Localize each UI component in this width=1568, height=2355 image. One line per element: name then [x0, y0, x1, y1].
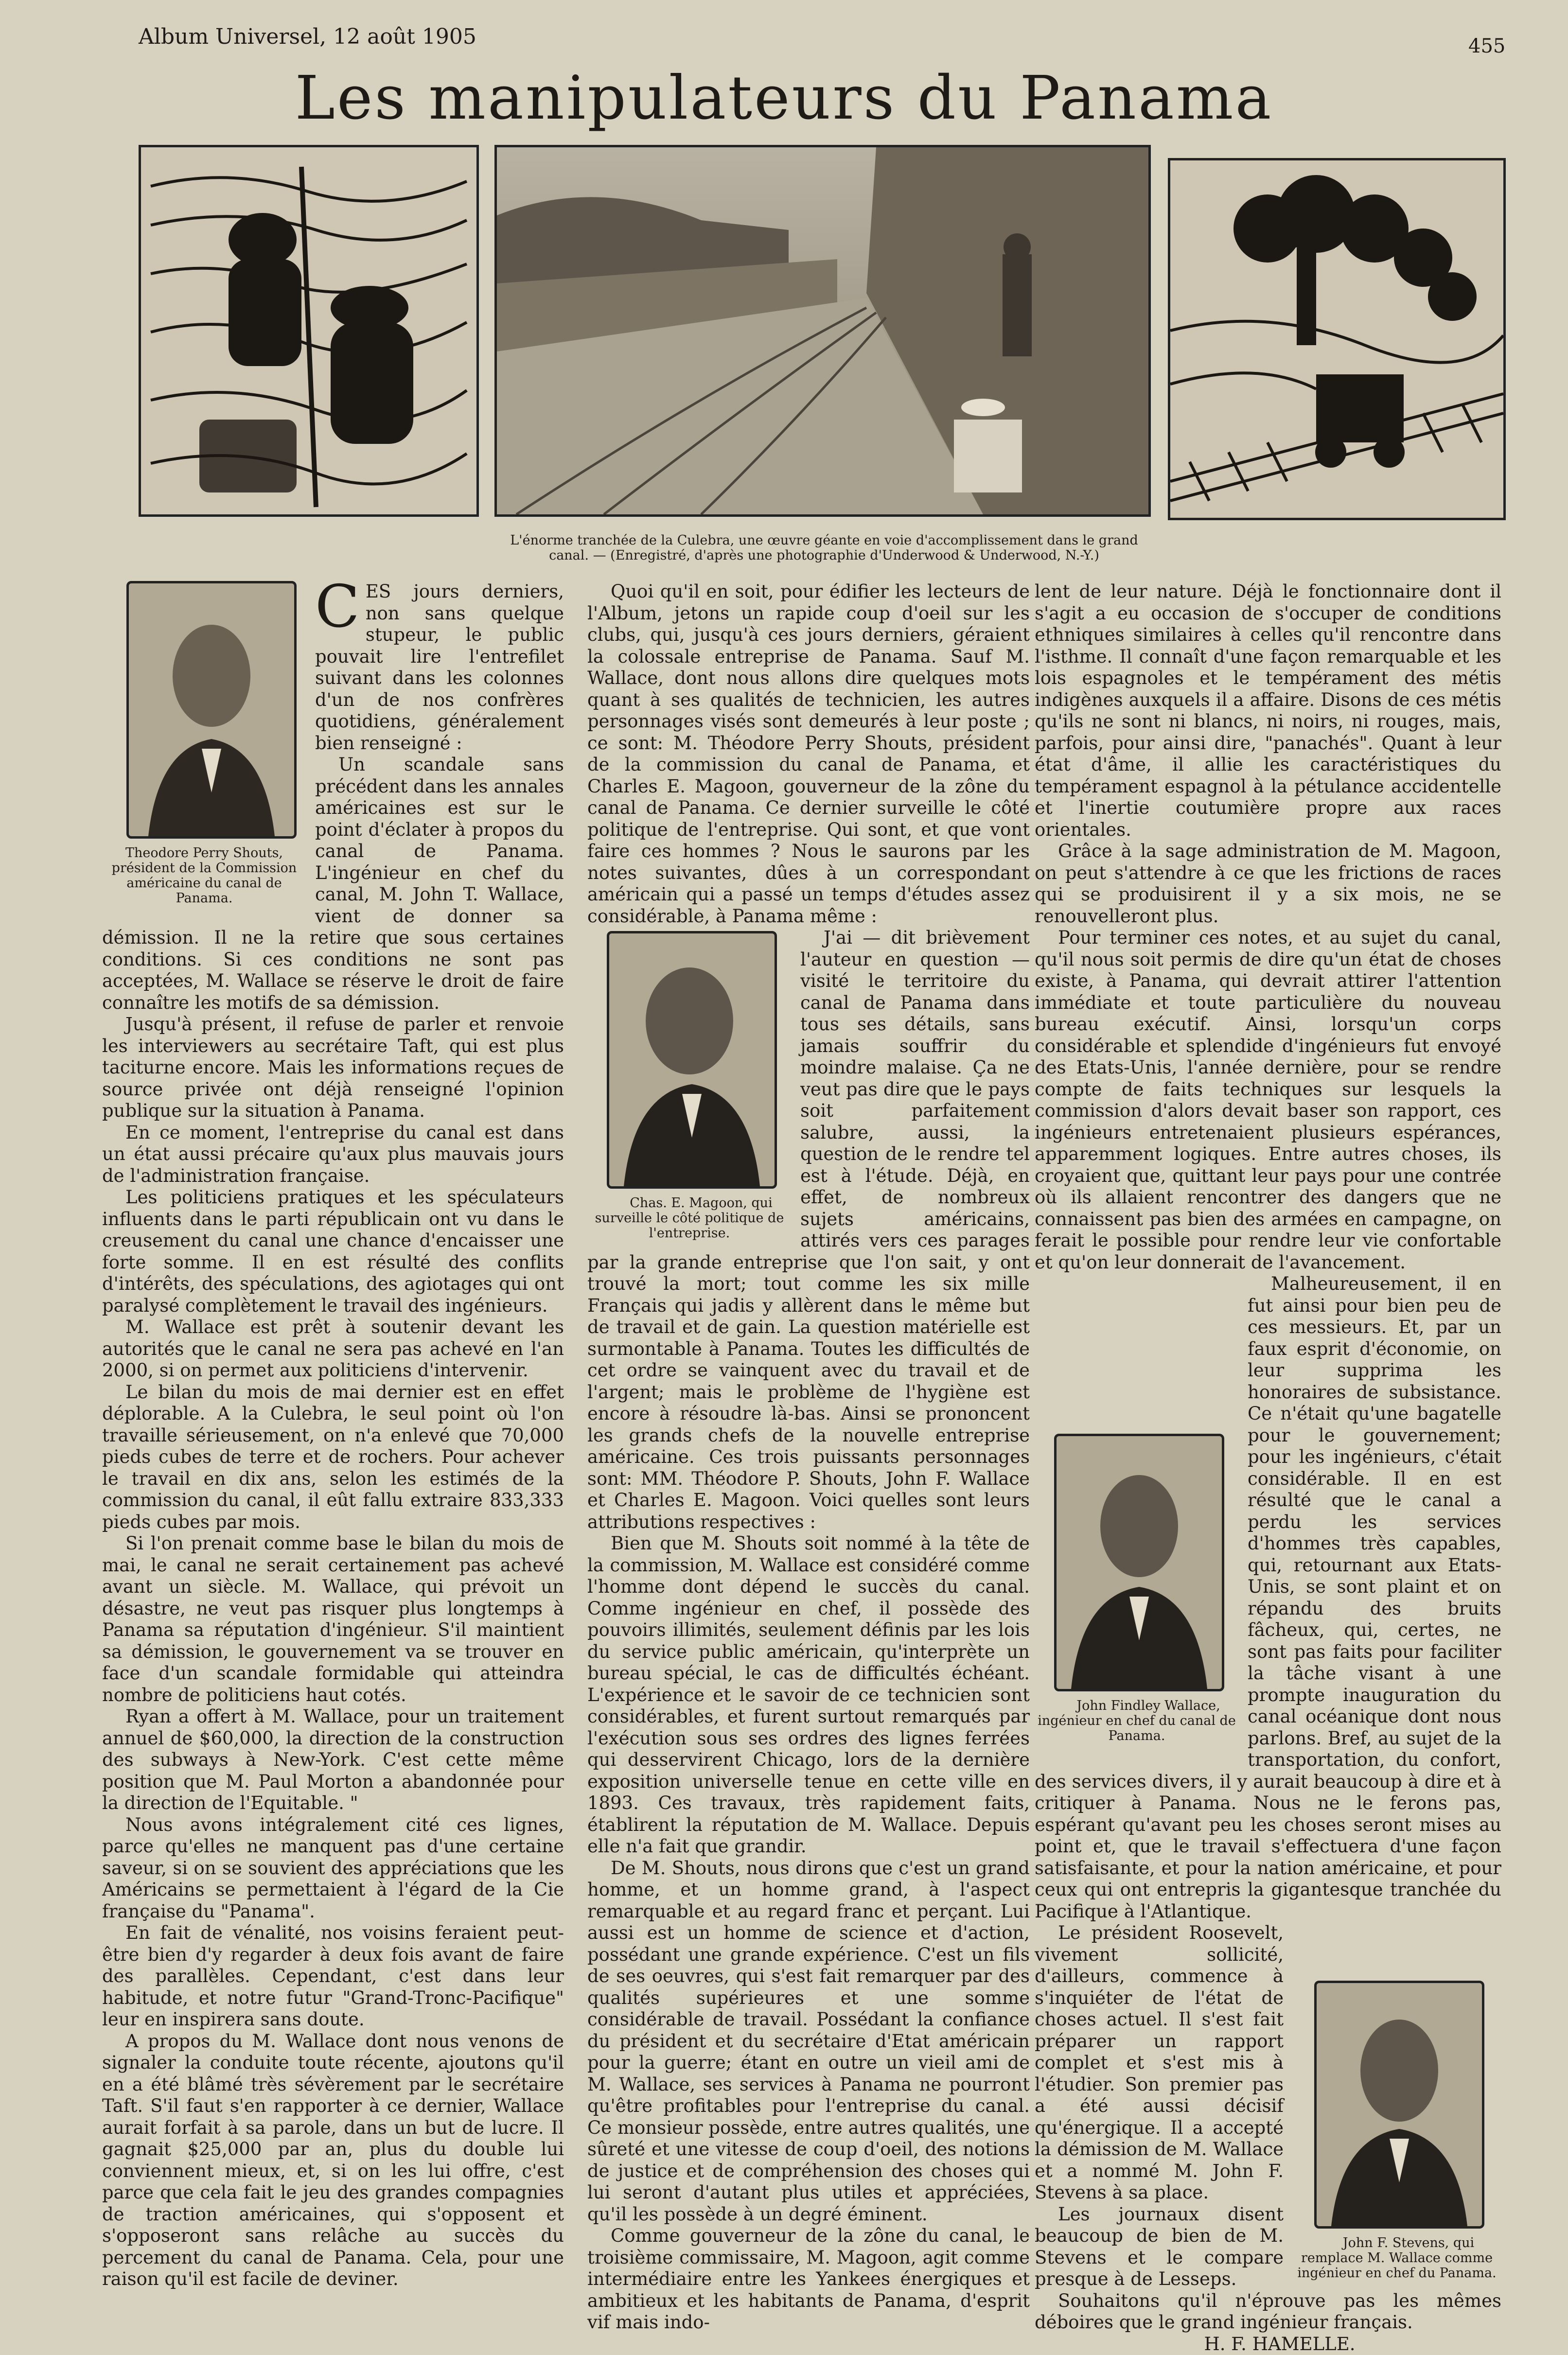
- article-paragraph: Pour terminer ces notes, et au sujet du canal, qu'il nous soit permis de dire qu'un état de choses existe, à Panama, qui devrait attirer l'attention immédiate et toute particulière du nouveau bureau exécutif. Ainsi, lorsqu'un corps considérable et splendide d'ingénieurs fut envoyé des Etats-Unis, l'année dernière, pour se rendre compte de faits techniques sur lesquels la commission d'alors devait baser son rapport, ces ingénieurs entretenaient plusieurs espérances, apparemment logiques. Entre autres choses, ils croyaient que, quittant leur pays pour une contrée où ils allaient rencontrer des dangers que ne connaissent pas bien des armées en campagne, on ferait le possible pour rendre leur vie confortable et qu'on leur donnerait de l'avancement.: [1035, 927, 1501, 1273]
- left-woodcut-illustration: [139, 145, 479, 517]
- article-paragraph: John Findley Wallace, ingénieur en chef du canal de Panama. Malheureusement, il en fut ainsi pour bien peu de ces messieurs. Et, par un faux esprit d'économie, on leur supprima les honoraires de subsistance. Ce n'était qu'une bagatelle pour le gouvernement; pour les ingénieurs, c'était considérable. Il en est résulté que le canal a perdu les services d'hommes très capables, qui, retournant aux Etats-Unis, se sont plaint et on répandu des bruits fâcheux, qui, certes, ne sont pas faits pour faciliter la tâche visant à une prompte inauguration du canal océanique dont nous parlons. Bref, au sujet de la transportation, du confort, des services divers, il y aurait beaucoup à dire et à critiquer à Panama. Nous ne le ferons pas, espérant qu'avant peu les choses seront mises au point et, que le travail s'effectuera d'une façon satisfaisante, et pour la nation américaine, et pour ceux qui ont entrepris la gigantesque tranchée du Pacifique à l'Atlantique.: [1035, 1273, 1501, 1922]
- top-figure-caption: L'énorme tranchée de la Culebra, une œuvre géante en voie d'accomplissement dans le grand canal. — (Enregistré, d'après une photographie d'Underwood & Underwood, N.-Y.): [506, 533, 1143, 563]
- article-paragraph: Grâce à la sage administration de M. Magoon, on peut s'attendre à ce que les frictions de races qui se produisirent il y a six mois, ne se renouvelleront plus.: [1035, 841, 1501, 927]
- article-title: Les manipulateurs du Panama: [0, 63, 1568, 133]
- article-paragraph: Si l'on prenait comme base le bilan du mois de mai, le canal ne serait certainement pas achevé avant un siècle. M. Wallace, qui prévoit un désastre, ne veut pas risquer plus longtemps à Panama sa réputation d'ingénieur. S'il maintient sa démission, le gouvernement va se trouver en face d'un scandale formidable qui atteindra nombre de politiciens haut cotés.: [102, 1533, 564, 1706]
- article-column-1: [102, 581, 564, 2290]
- article-paragraph: Jusqu'à présent, il refuse de parler et renvoie les interviewers au secrétaire Taft, qui est plus taciturne encore. Mais les informations reçues de source privée ont déjà renseigné l'opinion publique sur la situation à Panama.: [102, 1014, 564, 1122]
- article-paragraph: John F. Stevens, qui remplace M. Wallace comme ingénieur en chef du Panama. Le président Roosevelt, vivement sollicité, d'ailleurs, commence à s'inquiéter de l'état de choses actuel. Il s'est fait préparer un rapport complet et s'est mis à l'étudier. Son premier pas a été aussi décisif qu'énergique. Il a accepté la démission de M. Wallace et a nommé M. John F. Stevens à sa place.: [1035, 1922, 1501, 2204]
- article-paragraph: Chas. E. Magoon, qui surveille le côté politique de l'entreprise. J'ai — dit brièvement l'auteur en question — visité le territoire du canal de Panama dans tous ses détails, sans jamais souffrir du moindre malaise. Ça ne veut pas dire que le pays soit parfaitement salubre, aussi, la question de le rendre tel est à l'étude. Déjà, en effet, de nombreux sujets américains, attirés vers ces parages par la grande entreprise que l'on sait, y ont trouvé la mort; tout comme les six mille Français qui jadis y allèrent dans le même but de travail et de gain. La question matérielle est surmontable à Panama. Toutes les difficultés de cet ordre se vainquent avec du travail et de l'argent; mais le problème de l'hygiène est encore à résoudre là-bas. Ainsi se prononcent les grands chefs de la nouvelle entreprise américaine. Ces trois puissants personnages sont: MM. Théodore P. Shouts, John F. Wallace et Charles E. Magoon. Voici quelles sont leurs attributions respectives :: [587, 927, 1030, 1533]
- running-header: Album Universel, 12 août 1905: [139, 24, 476, 49]
- article-paragraph: Souhaitons qu'il n'éprouve pas les mêmes déboires que le grand ingénieur français.: [1035, 2290, 1501, 2334]
- wallace-caption: John Findley Wallace, ingénieur en chef du canal de Panama.: [1035, 1698, 1239, 1743]
- right-woodcut-illustration: [1168, 158, 1506, 520]
- article-paragraph: Comme gouverneur de la zône du canal, le troisième commissaire, M. Magoon, agit comme intermédiaire entre les Yankees énergiques et ambitieux et les habitants de Panama, d'esprit vif mais indo-: [587, 2225, 1030, 2334]
- article-paragraph: Ryan a offert à M. Wallace, pour un traitement annuel de $60,000, la direction de la construction des subways à New-York. C'est cette même position que M. Paul Morton a abandonnée pour la direction de l'Equitable. ": [102, 1706, 564, 1814]
- article-paragraph: Bien que M. Shouts soit nommé à la tête de la commission, M. Wallace est considéré comme l'homme dont dépend le succès du canal. Comme ingénieur en chef, il possède des pouvoirs illimités, seulement définis par les lois du service public américain, qu'interprète un bureau spécial, le cas de difficultés échéant. L'expérience et le savoir de ce technicien sont considérables, et furent surtout remarqués par l'exécution sous ses ordres des lignes ferrées qui desservirent Chicago, lors de la dernière exposition universelle tenue en cette ville en 1893. Ces travaux, très rapidement faits, établirent la réputation de M. Wallace. Depuis elle n'a fait que grandir.: [587, 1533, 1030, 1858]
- article-column-3: [1035, 581, 1501, 2355]
- stevens-caption: John F. Stevens, qui remplace M. Wallace comme ingénieur en chef du Panama.: [1292, 2235, 1501, 2281]
- article-paragraph: Les politiciens pratiques et les spéculateurs influents dans le parti républicain ont vu dans le creusement du canal une chance d'encaisser une forte somme. Il en est résulté des conflits d'intérêts, des spéculations, des agiotages qui ont paralysé complètement le travail des ingénieurs.: [102, 1187, 564, 1317]
- article-paragraph: De M. Shouts, nous dirons que c'est un grand homme, et un homme grand, à l'aspect remarquable et au regard franc et perçant. Lui aussi est un homme de science et d'action, possédant une grande expérience. C'est un fils de ses oeuvres, qui s'est fait remarquer par des qualités supérieures et une somme considérable de travail. Possédant la confiance du président et du secrétaire d'Etat américain pour la guerre; étant en outre un vieil ami de M. Wallace, ses services à Panama ne pourront qu'être profitables pour l'entreprise du canal. Ce monsieur possède, entre autres qualités, une sûreté et une vitesse de coup d'oeil, des notions de justice et de compréhension des choses qui lui seront d'autant plus utiles et appréciées, qu'il les possède à un degré éminent.: [587, 1858, 1030, 2226]
- stevens-photo: [1314, 1981, 1484, 2229]
- magoon-caption: Chas. E. Magoon, qui surveille le côté politique de l'entreprise.: [587, 1195, 792, 1241]
- culebra-cut-photograph: [494, 145, 1151, 517]
- article-paragraph: Les journaux disent beaucoup de bien de M. Stevens et le compare presque à de Lesseps.: [1035, 2204, 1501, 2290]
- shouts-photo: [126, 581, 297, 839]
- portrait-wallace: [1035, 1434, 1239, 1743]
- article-column-2: [587, 581, 1030, 2334]
- wallace-photo: [1054, 1434, 1224, 1691]
- article-paragraph: En fait de vénalité, nos voisins feraient peut-être bien d'y regarder à deux fois avant de faire des parallèles. Cependant, c'est dans leur habitude, et notre futur "Grand-Tronc-Pacifique" leur en inspirera sans doute.: [102, 1922, 564, 2031]
- article-paragraph: A propos du M. Wallace dont nous venons de signaler la conduite toute récente, ajoutons qu'il en a été blâmé très sévèrement par le secrétaire Taft. S'il faut s'en rapporter à ce dernier, Wallace aurait forfait à sa parole, dans un but de lucre. Il gagnait $25,000 par an, plus du double lui conviennent mieux, et, si on les lui offre, c'est parce que cela fait le jeu des grandes compagnies de traction américaines, qui s'opposent et s'opposeront sans relâche au succès du percement du canal de Panama. Cela, pour une raison qu'il est facile de deviner.: [102, 2031, 564, 2290]
- article-paragraph: lent de leur nature. Déjà le fonctionnaire dont il s'agit a eu occasion de s'occuper de conditions ethniques similaires à celles qu'il rencontre dans l'isthme. Il connaît d'une façon remarquable et les lois espagnoles et le tempérament des métis indigènes auxquels il a affaire. Disons de ces métis qu'ils ne sont ni blancs, ni noirs, ni rouges, mais, parfois, pour ainsi dire, "panachés". Quant à leur état d'âme, il allie les caractéristiques du tempérament espagnol à la pétulance accidentelle et l'inertie coutumière propre aux races orientales.: [1035, 581, 1501, 841]
- portrait-shouts: [102, 581, 306, 906]
- article-paragraph: CES jours derniers, non sans quelque stupeur, le public pouvait lire l'entrefilet suivant dans les colonnes d'un de nos confrères quotidiens, généralement bien renseigné :: [102, 581, 564, 754]
- drop-cap-c: C: [315, 583, 360, 632]
- article-paragraph: M. Wallace est prêt à soutenir devant les autorités que le canal ne sera pas achevé en l'an 2000, si on permet aux politiciens d'intervenir.: [102, 1317, 564, 1382]
- author-signature: H. F. HAMELLE.: [1035, 2334, 1501, 2355]
- article-paragraph: Un scandale sans précédent dans les annales américaines est sur le point d'éclater à propos du canal de Panama. L'ingénieur en chef du canal, M. John T. Wallace, vient de donner sa démission. Il ne la retire que sous certaines conditions. Si ces conditions ne sont pas acceptées, M. Wallace se réserve le droit de faire connaître les motifs de sa démission.: [102, 754, 564, 1014]
- portrait-magoon: [587, 931, 792, 1241]
- article-paragraph: Quoi qu'il en soit, pour édifier les lecteurs de l'Album, jetons un rapide coup d'oeil sur les clubs, qui, jusqu'à ces jours derniers, géraient la colossale entreprise de Panama. Sauf M. Wallace, dont nous allons dire quelques mots quant à ses qualités de technicien, les autres personnages visés sont demeurés à leur poste ; ce sont: M. Théodore Perry Shouts, président de la commission du canal de Panama, et Charles E. Magoon, gouverneur de la zône du canal de Panama. Ce dernier surveille le côté politique de l'entreprise. Qui sont, et que vont faire ces hommes ? Nous le saurons par les notes suivantes, dûes à un correspondant américain qui a passé un temps d'études assez considérable, à Panama même :: [587, 581, 1030, 927]
- shouts-caption: Theodore Perry Shouts, président de la Commission américaine du canal de Panama.: [102, 845, 306, 906]
- article-paragraph: Le bilan du mois de mai dernier est en effet déplorable. A la Culebra, le seul point où l'on travaille sérieusement, on n'a enlevé que 70,000 pieds cubes de terre et de rochers. Pour achever le travail en dix ans, selon les estimés de la commission du canal, il eût fallu extraire 833,333 pieds cubes par mois.: [102, 1382, 564, 1533]
- portrait-stevens: [1292, 1981, 1501, 2281]
- page-number: 455: [1468, 35, 1505, 57]
- article-paragraph: En ce moment, l'entreprise du canal est dans un état aussi précaire qu'aux plus mauvais jours de l'administration française.: [102, 1122, 564, 1187]
- magoon-photo: [607, 931, 777, 1189]
- article-paragraph: Nous avons intégralement cité ces lignes, parce qu'elles ne manquent pas d'une certaine saveur, si on se souvient des appréciations que les Américains se permettaient à l'égard de la Cie française du "Panama".: [102, 1814, 564, 1923]
